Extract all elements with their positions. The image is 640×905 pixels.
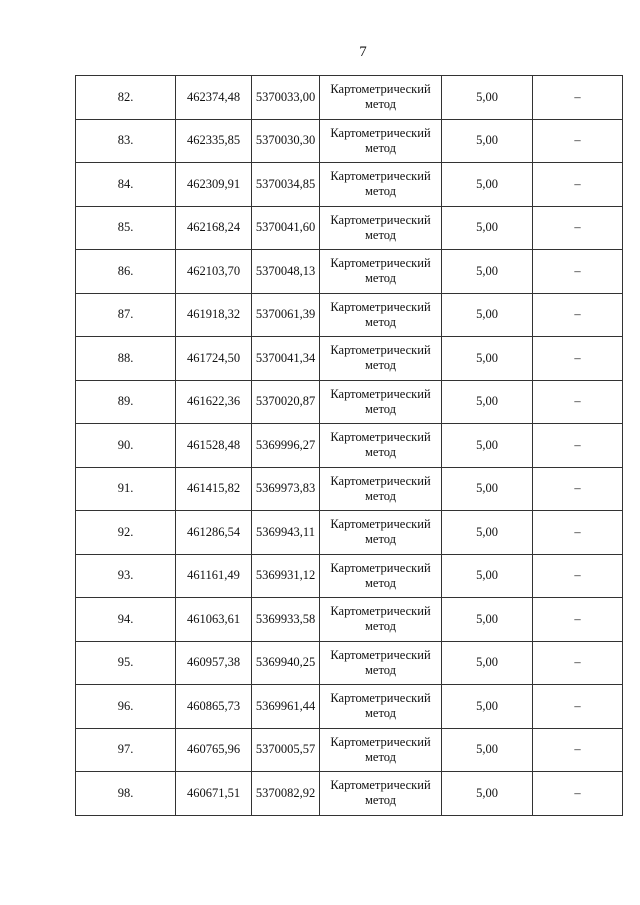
accuracy-cell: 5,00: [442, 76, 533, 120]
method-cell: Картометрический метод: [320, 554, 442, 598]
y-coordinate-cell: 5370061,39: [252, 293, 320, 337]
page-number: 7: [359, 44, 367, 60]
method-cell: Картометрический метод: [320, 728, 442, 772]
table-row: [76, 598, 623, 642]
table-row: [76, 641, 623, 685]
x-coordinate-cell: 461286,54: [176, 511, 252, 555]
x-coordinate-cell: 460765,96: [176, 728, 252, 772]
note-cell: –: [533, 424, 623, 468]
point-number-cell: 85.: [76, 206, 176, 250]
point-number-cell: 84.: [76, 163, 176, 207]
point-number-cell: 82.: [76, 76, 176, 120]
x-coordinate-cell: 461528,48: [176, 424, 252, 468]
x-coordinate-cell: 461415,82: [176, 467, 252, 511]
note-cell: –: [533, 598, 623, 642]
note-cell: –: [533, 250, 623, 294]
x-coordinate-cell: 461622,36: [176, 380, 252, 424]
method-cell: Картометрический метод: [320, 119, 442, 163]
x-coordinate-cell: 461161,49: [176, 554, 252, 598]
y-coordinate-cell: 5369973,83: [252, 467, 320, 511]
y-coordinate-cell: 5370034,85: [252, 163, 320, 207]
table-row: [76, 119, 623, 163]
table-row: [76, 206, 623, 250]
accuracy-cell: 5,00: [442, 685, 533, 729]
table-row: [76, 685, 623, 729]
method-cell: Картометрический метод: [320, 424, 442, 468]
accuracy-cell: 5,00: [442, 293, 533, 337]
x-coordinate-cell: 462335,85: [176, 119, 252, 163]
method-cell: Картометрический метод: [320, 685, 442, 729]
accuracy-cell: 5,00: [442, 641, 533, 685]
accuracy-cell: 5,00: [442, 424, 533, 468]
note-cell: –: [533, 293, 623, 337]
point-number-cell: 90.: [76, 424, 176, 468]
table-row: [76, 337, 623, 381]
coordinates-table: [75, 75, 623, 816]
table-row: [76, 554, 623, 598]
method-cell: Картометрический метод: [320, 76, 442, 120]
accuracy-cell: 5,00: [442, 598, 533, 642]
note-cell: –: [533, 76, 623, 120]
table-row: [76, 293, 623, 337]
point-number-cell: 97.: [76, 728, 176, 772]
note-cell: –: [533, 728, 623, 772]
point-number-cell: 93.: [76, 554, 176, 598]
note-cell: –: [533, 206, 623, 250]
note-cell: –: [533, 380, 623, 424]
y-coordinate-cell: 5370082,92: [252, 772, 320, 816]
x-coordinate-cell: 462168,24: [176, 206, 252, 250]
note-cell: –: [533, 685, 623, 729]
method-cell: Картометрический метод: [320, 511, 442, 555]
point-number-cell: 92.: [76, 511, 176, 555]
note-cell: –: [533, 641, 623, 685]
point-number-cell: 87.: [76, 293, 176, 337]
y-coordinate-cell: 5369943,11: [252, 511, 320, 555]
point-number-cell: 88.: [76, 337, 176, 381]
note-cell: –: [533, 772, 623, 816]
table-row: [76, 163, 623, 207]
y-coordinate-cell: 5369931,12: [252, 554, 320, 598]
method-cell: Картометрический метод: [320, 380, 442, 424]
accuracy-cell: 5,00: [442, 380, 533, 424]
x-coordinate-cell: 460957,38: [176, 641, 252, 685]
x-coordinate-cell: 461063,61: [176, 598, 252, 642]
table-row: [76, 772, 623, 816]
x-coordinate-cell: 462103,70: [176, 250, 252, 294]
y-coordinate-cell: 5370048,13: [252, 250, 320, 294]
x-coordinate-cell: 460865,73: [176, 685, 252, 729]
y-coordinate-cell: 5369940,25: [252, 641, 320, 685]
point-number-cell: 83.: [76, 119, 176, 163]
x-coordinate-cell: 462309,91: [176, 163, 252, 207]
point-number-cell: 94.: [76, 598, 176, 642]
method-cell: Картометрический метод: [320, 641, 442, 685]
table-row: [76, 424, 623, 468]
point-number-cell: 96.: [76, 685, 176, 729]
point-number-cell: 91.: [76, 467, 176, 511]
method-cell: Картометрический метод: [320, 467, 442, 511]
y-coordinate-cell: 5369933,58: [252, 598, 320, 642]
accuracy-cell: 5,00: [442, 206, 533, 250]
x-coordinate-cell: 462374,48: [176, 76, 252, 120]
note-cell: –: [533, 554, 623, 598]
y-coordinate-cell: 5370005,57: [252, 728, 320, 772]
note-cell: –: [533, 163, 623, 207]
method-cell: Картометрический метод: [320, 598, 442, 642]
accuracy-cell: 5,00: [442, 250, 533, 294]
method-cell: Картометрический метод: [320, 772, 442, 816]
x-coordinate-cell: 460671,51: [176, 772, 252, 816]
accuracy-cell: 5,00: [442, 554, 533, 598]
table-row: [76, 511, 623, 555]
y-coordinate-cell: 5370033,00: [252, 76, 320, 120]
accuracy-cell: 5,00: [442, 511, 533, 555]
x-coordinate-cell: 461918,32: [176, 293, 252, 337]
table-row: [76, 250, 623, 294]
table-row: [76, 728, 623, 772]
y-coordinate-cell: 5370041,60: [252, 206, 320, 250]
y-coordinate-cell: 5369961,44: [252, 685, 320, 729]
table-row: [76, 380, 623, 424]
y-coordinate-cell: 5370020,87: [252, 380, 320, 424]
accuracy-cell: 5,00: [442, 119, 533, 163]
note-cell: –: [533, 511, 623, 555]
method-cell: Картометрический метод: [320, 206, 442, 250]
note-cell: –: [533, 337, 623, 381]
note-cell: –: [533, 467, 623, 511]
table-row: [76, 467, 623, 511]
y-coordinate-cell: 5370030,30: [252, 119, 320, 163]
note-cell: –: [533, 119, 623, 163]
x-coordinate-cell: 461724,50: [176, 337, 252, 381]
accuracy-cell: 5,00: [442, 337, 533, 381]
y-coordinate-cell: 5370041,34: [252, 337, 320, 381]
accuracy-cell: 5,00: [442, 467, 533, 511]
point-number-cell: 95.: [76, 641, 176, 685]
method-cell: Картометрический метод: [320, 163, 442, 207]
point-number-cell: 86.: [76, 250, 176, 294]
y-coordinate-cell: 5369996,27: [252, 424, 320, 468]
method-cell: Картометрический метод: [320, 250, 442, 294]
coordinates-table-body: [76, 76, 623, 816]
accuracy-cell: 5,00: [442, 728, 533, 772]
method-cell: Картометрический метод: [320, 293, 442, 337]
point-number-cell: 89.: [76, 380, 176, 424]
method-cell: Картометрический метод: [320, 337, 442, 381]
accuracy-cell: 5,00: [442, 163, 533, 207]
accuracy-cell: 5,00: [442, 772, 533, 816]
table-row: [76, 76, 623, 120]
point-number-cell: 98.: [76, 772, 176, 816]
